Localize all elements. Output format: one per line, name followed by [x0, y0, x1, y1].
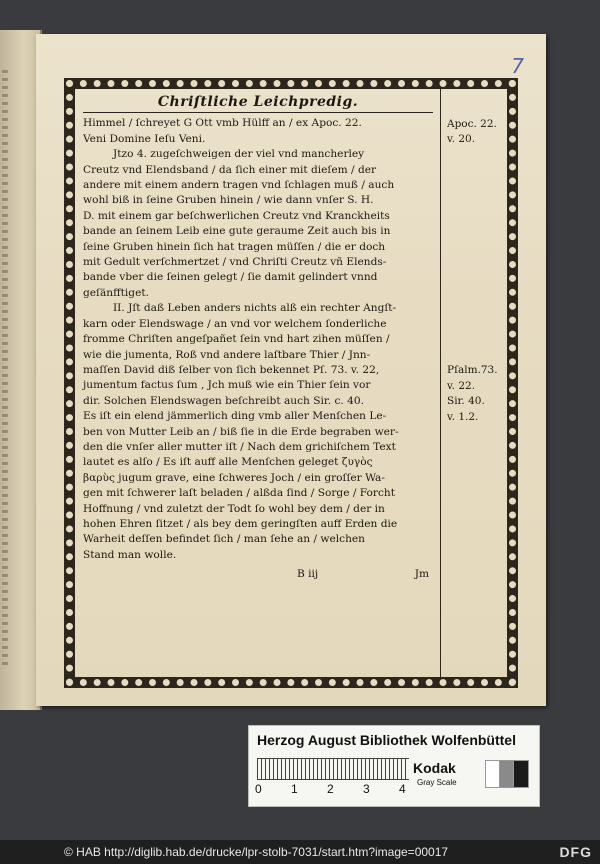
text-line: Creutz vnd Elendsband / da ſich einer mit dieſem / der [83, 163, 377, 176]
kodak-logo: Kodak [413, 760, 456, 776]
text-line: Veni Domine Ieſu Veni. [83, 132, 206, 145]
text-line: Stand man wolle. [83, 548, 177, 561]
ruler-number: 3 [363, 782, 370, 796]
page-footer [83, 567, 433, 582]
text-line: gen mit ſchwerer laſt beladen / alßda ſind / Sorge / Forcht [83, 487, 396, 500]
body-lines [83, 116, 433, 563]
text-line: bande an ſeinem Leib eine gute geraume Zeit auch bis in [83, 225, 391, 238]
pencil-page-number: 7 [511, 54, 524, 78]
text-line: ſeine Gruben hinein ſich hat tragen müſſen / die er doch [83, 240, 386, 253]
page-edge-texture [2, 70, 8, 670]
gray-scale-label: Gray Scale [417, 778, 457, 787]
text-line: karn oder Elendswage / an vnd vor welchem ſonderliche [83, 317, 387, 330]
text-line: andere mit einem andern tragen vnd ſchlagen muß / auch [83, 179, 395, 192]
signature-mark: B iij [297, 568, 319, 581]
text-line: Hoffnung / vnd zuletzt der Todt ſo wohl bey dem / der in [83, 502, 385, 515]
gray-swatch [513, 760, 529, 788]
running-header: Chriſtliche Leichpredig. [83, 95, 433, 113]
library-name: Herzog August Bibliothek Wolfenbüttel [257, 732, 516, 748]
text-line: ben von Mutter Leib an / biß ſie in die Erde begraben wer- [83, 425, 399, 438]
text-line: wohl biß in ſeine Gruben hinein / wie dann vnſer S. H. [83, 194, 374, 207]
text-line: D. mit einem gar beſchwerlichen Creutz vnd Kranckheits [83, 209, 390, 222]
catchword: Jm [414, 568, 429, 581]
margin-note: Apoc. 22. [447, 118, 497, 130]
footer-bar [0, 840, 600, 864]
text-line: wie die jumenta, Roß vnd andere laſtbare Thier / Jnn- [83, 348, 371, 361]
text-line: Es iſt ein elend jämmerlich ding vmb aller Menſchen Le- [83, 410, 387, 423]
document-page [36, 34, 546, 706]
ornamental-border [64, 78, 518, 688]
text-line: den die vnſer aller mutter iſt / Nach dem grichiſchem Text [83, 440, 396, 453]
margin-note: v. 22. [447, 379, 476, 392]
margin-note: Pſalm.73. [447, 364, 498, 377]
text-line: lautet es alſo / Es iſt auff alle Menſchen geleget ζυγὸς [83, 456, 373, 469]
library-color-card [248, 725, 540, 807]
text-line: II. Jſt daß Leben anders nichts alß ein rechter Angſt- [113, 302, 397, 315]
text-line: Jtzo 4. zugeſchweigen der viel vnd mancherley [113, 148, 365, 161]
dfg-logo: DFG [559, 844, 592, 860]
margin-note: Sir. 40. [447, 395, 485, 408]
text-line: geſänfftiget. [83, 286, 149, 299]
text-line: mit Gedult verſchmertzet / vnd Chriſti Creutz vñ Elends- [83, 256, 387, 269]
text-block [83, 95, 433, 671]
ruler-number: 4 [399, 782, 406, 796]
text-line: bande vber die ſeinen gelegt / ſie damit gelindert vnnd [83, 271, 378, 284]
text-line: Himmel / ſchreyet G Ott vmb Hülff an / ex Apoc. 22. [83, 117, 362, 130]
text-line: jumentum factus ſum , Jch muß wie ein Thier ſein vor [83, 379, 371, 392]
ruler-number: 0 [255, 782, 262, 796]
margin-note: v. 20. [447, 133, 476, 146]
text-line: Warheit deſſen befindet ſich / man ſehe an / welchen [83, 533, 366, 546]
ruler-number: 1 [291, 782, 298, 796]
text-line: βαρὺς jugum grave, eine ſchweres Joch / ein groſſer Wa- [83, 471, 385, 484]
text-line: maſſen David diß ſelber von ſich bekennet Pſ. 73. v. 22, [83, 363, 380, 376]
text-line: hohen Ehren ſitzet / als bey dem geringſten auff Erden die [83, 517, 398, 530]
scale-ruler [257, 758, 409, 780]
text-line: dir. Solchen Elendswagen beſchreibt auch Sir. c. 40. [83, 394, 365, 407]
margin-note: v. 1.2. [447, 410, 479, 423]
source-link[interactable]: © HAB http://diglib.hab.de/drucke/lpr-stolb-7031/start.htm?image=00017 [64, 845, 449, 859]
ruler-number: 2 [327, 782, 334, 796]
margin-notes [440, 89, 507, 677]
text-line: fromme Chriſten angeſpañet ſein vnd hart zihen müſſen / [83, 333, 390, 346]
